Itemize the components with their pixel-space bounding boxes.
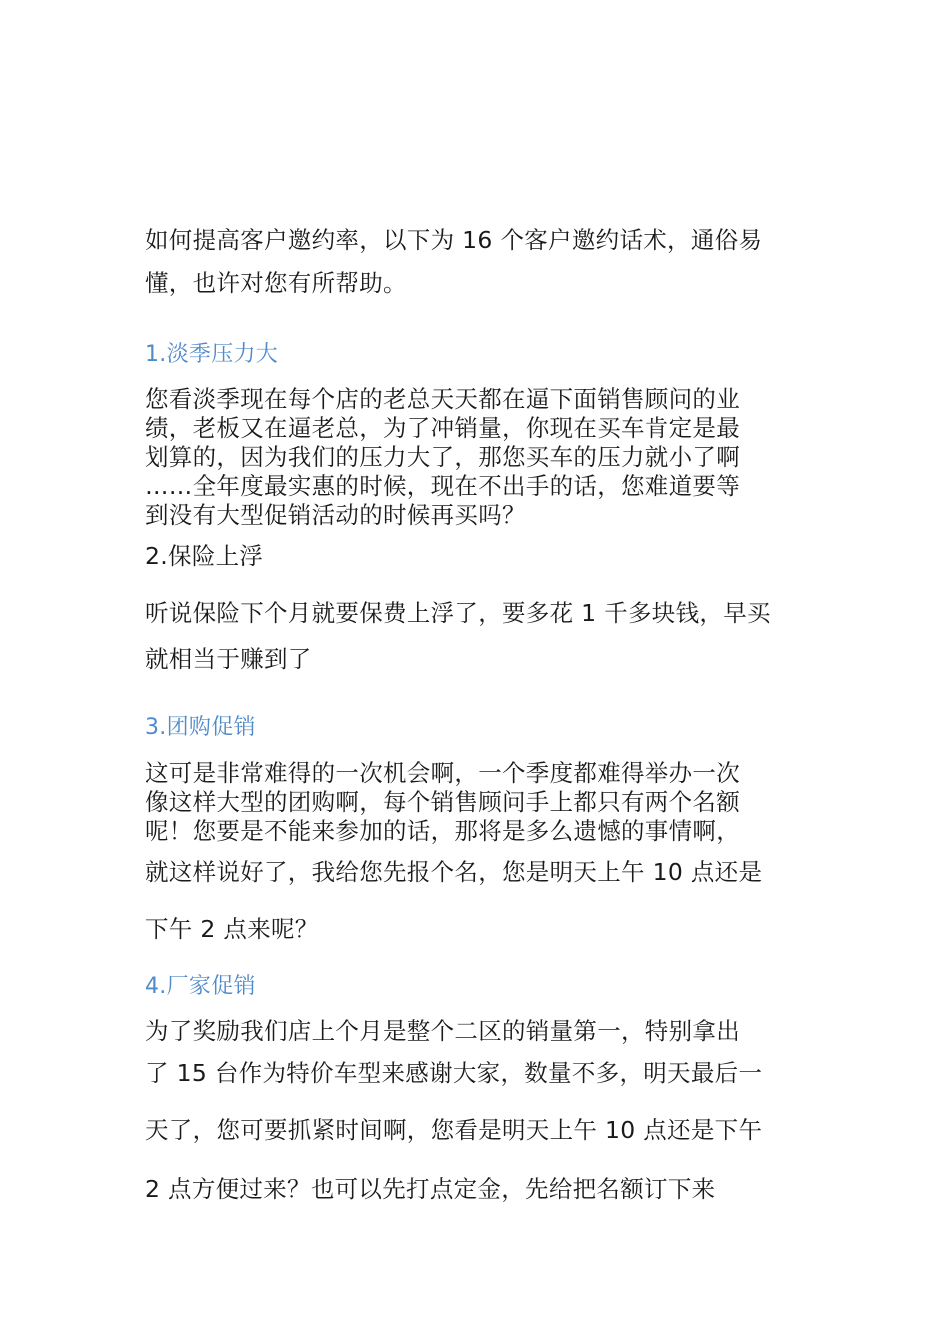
paragraph-line: 这可是非常难得的一次机会啊，一个季度都难得举办一次 — [145, 759, 740, 787]
paragraph-line: 呢！您要是不能来参加的话，那将是多么遗憾的事情啊， — [145, 817, 740, 845]
paragraph-line: 就相当于赚到了 — [145, 645, 312, 673]
paragraph-line: 您看淡季现在每个店的老总天天都在逼下面销售顾问的业 — [145, 385, 740, 413]
section-heading-1: 1.淡季压力大 — [145, 342, 279, 367]
intro-line: 如何提高客户邀约率，以下为 16 个客户邀约话术，通俗易 — [145, 226, 763, 254]
paragraph-line: 天了，您可要抓紧时间啊，您看是明天上午 10 点还是下午 — [145, 1116, 763, 1144]
paragraph-line: 了 15 台作为特价车型来感谢大家，数量不多，明天最后一 — [145, 1059, 763, 1087]
paragraph-line: 绩，老板又在逼老总，为了冲销量，你现在买车肯定是最 — [145, 414, 740, 442]
section-heading-4: 4.厂家促销 — [145, 974, 256, 999]
paragraph-line: 下午 2 点来呢？ — [145, 915, 319, 943]
paragraph-line: 为了奖励我们店上个月是整个二区的销量第一，特别拿出 — [145, 1017, 740, 1045]
intro-line: 懂，也许对您有所帮助。 — [145, 269, 407, 297]
paragraph-line: 像这样大型的团购啊，每个销售顾问手上都只有两个名额 — [145, 788, 740, 816]
section-heading-3: 3.团购促销 — [145, 715, 256, 740]
section-heading-2: 2.保险上浮 — [145, 542, 264, 570]
paragraph-line: 2 点方便过来？也可以先打点定金，先给把名额订下来 — [145, 1175, 716, 1203]
paragraph-line: 到没有大型促销活动的时候再买吗？ — [145, 501, 526, 529]
paragraph-line: 听说保险下个月就要保费上浮了，要多花 1 千多块钱，早买 — [145, 599, 771, 627]
paragraph-line: 划算的，因为我们的压力大了，那您买车的压力就小了啊 — [145, 443, 740, 471]
paragraph-line: ……全年度最实惠的时候，现在不出手的话，您难道要等 — [145, 472, 740, 500]
paragraph-line: 就这样说好了，我给您先报个名，您是明天上午 10 点还是 — [145, 858, 763, 886]
